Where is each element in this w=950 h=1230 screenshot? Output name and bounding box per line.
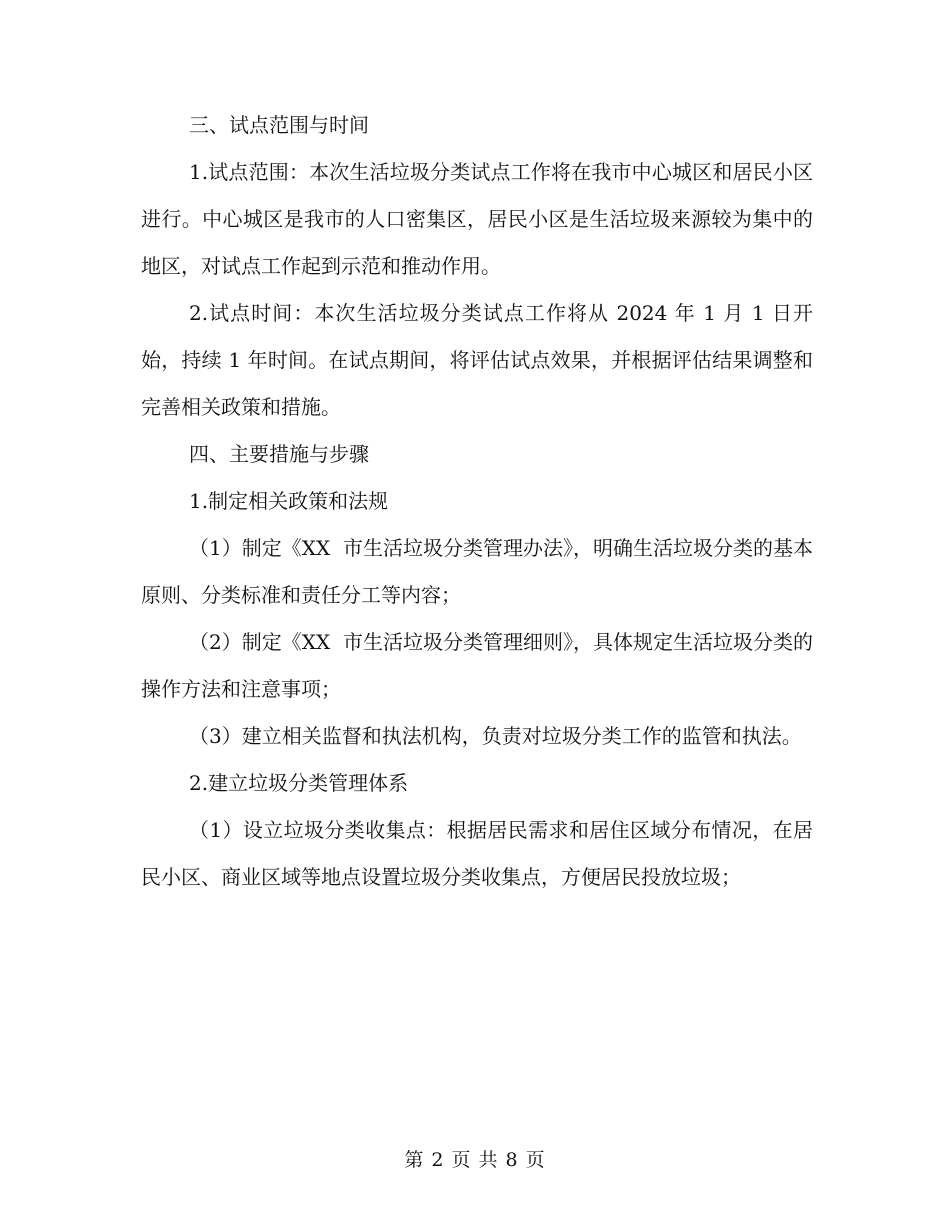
subheading-policies-and-regulations: 1.制定相关政策和法规 [189,489,389,513]
list-item-management-measures: （1）制定《XX 市生活垃圾分类管理办法》，明确生活垃圾分类的基本原则、分类标准和责任分工等内容； [141,536,813,607]
section-heading-scope-and-time: 三、试点范围与时间 [189,113,369,137]
list-item-collection-points: （1）设立垃圾分类收集点：根据居民需求和居住区域分布情况，在居民小区、商业区域等地点设置垃圾分类收集点，方便居民投放垃圾； [141,818,813,889]
list-item-management-rules: （2）制定《XX 市生活垃圾分类管理细则》，具体规定生活垃圾分类的操作方法和注意事项； [141,630,813,701]
section-heading-measures-and-steps: 四、主要措施与步骤 [189,442,369,466]
subheading-management-system: 2.建立垃圾分类管理体系 [189,771,409,795]
paragraph-pilot-time: 2.试点时间：本次生活垃圾分类试点工作将从 2024 年 1 月 1 日开始，持续 1 年时间。在试点期间，将评估试点效果，并根据评估结果调整和完善相关政策和措施。 [141,301,813,419]
list-item-supervision-agency: （3）建立相关监督和执法机构，负责对垃圾分类工作的监管和执法。 [189,724,802,748]
paragraph-pilot-scope: 1.试点范围：本次生活垃圾分类试点工作将在我市中心城区和居民小区进行。中心城区是我市的人口密集区，居民小区是生活垃圾来源较为集中的地区，对试点工作起到示范和推动作用。 [141,160,813,278]
document-body [141,102,813,901]
page-number-footer: 第 2 页 共 8 页 [404,1149,546,1171]
